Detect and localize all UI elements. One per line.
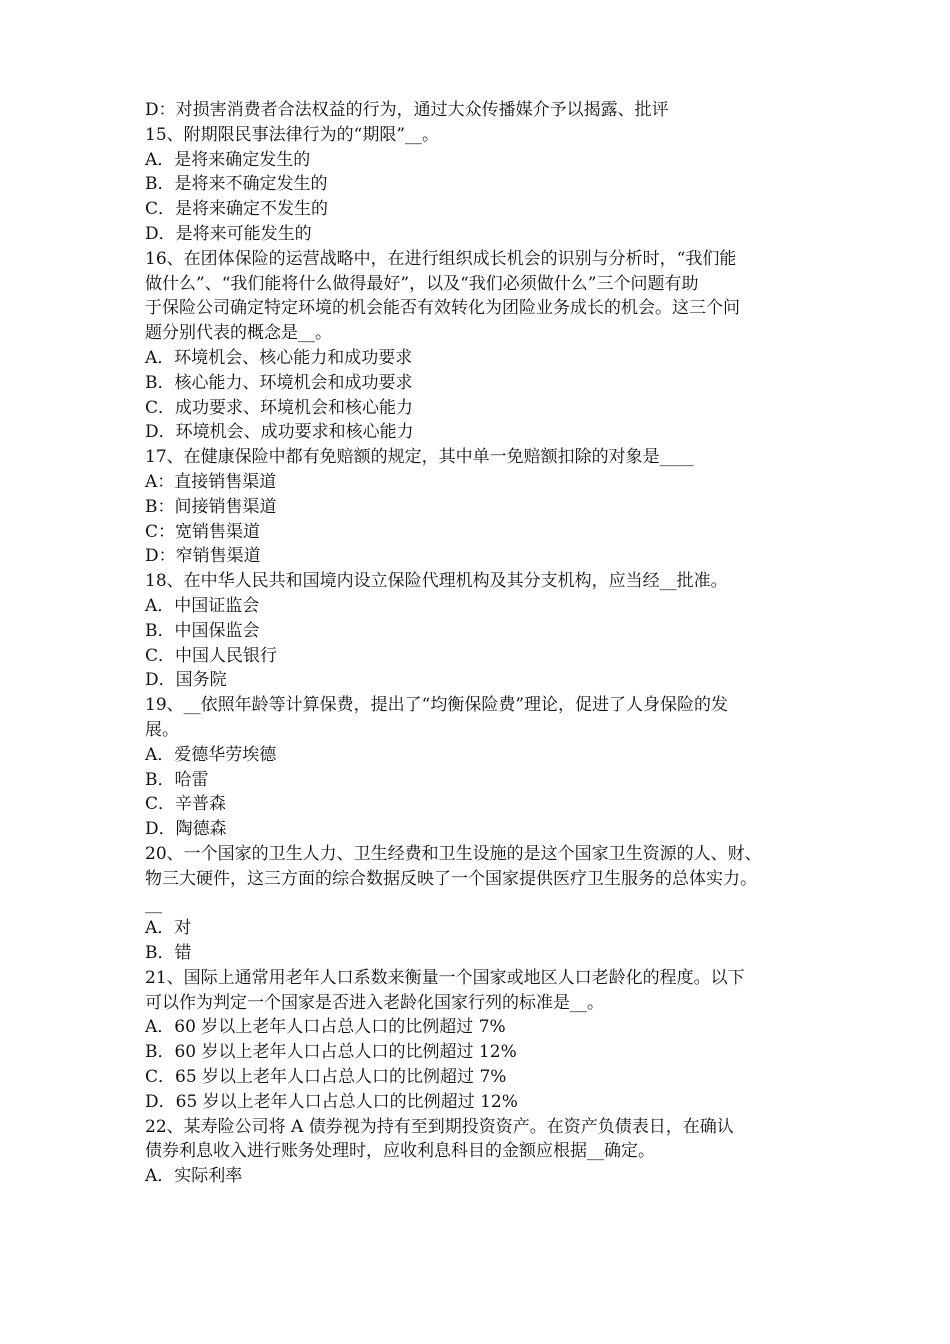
option-line: A．环境机会、核心能力和成功要求 <box>145 347 413 368</box>
option-line: C．成功要求、环境机会和核心能力 <box>145 397 414 418</box>
option-line: B．错 <box>145 943 192 964</box>
text-line: __ <box>145 893 162 914</box>
option-line: B．是将来不确定发生的 <box>145 174 328 195</box>
question-15: 15、附期限民事法律行为的“期限”__。 <box>145 124 440 145</box>
text-line: 题分别代表的概念是__。 <box>145 323 332 344</box>
option-line: D：窄销售渠道 <box>145 546 261 567</box>
option-line: B．60 岁以上老年人口占总人口的比例超过 12% <box>145 1042 517 1063</box>
option-line: B．中国保监会 <box>145 620 260 641</box>
option-line: A．爱德华劳埃德 <box>145 744 277 765</box>
question-16: 16、在团体保险的运营战略中，在进行组织成长机会的识别与分析时，“我们能 <box>145 248 737 269</box>
option-line: D．国务院 <box>145 670 227 691</box>
option-line: A．60 岁以上老年人口占总人口的比例超过 7% <box>145 1017 506 1038</box>
option-line: B：间接销售渠道 <box>145 496 277 517</box>
option-line: D．陶德森 <box>145 819 227 840</box>
text-line: D：对损害消费者合法权益的行为，通过大众传播媒介予以揭露、批评 <box>145 100 669 120</box>
option-line: B．哈雷 <box>145 769 209 790</box>
question-21: 21、国际上通常用老年人口系数来衡量一个国家或地区人口老龄化的程度。以下 <box>145 967 745 988</box>
option-line: A．中国证监会 <box>145 595 260 616</box>
document-body <box>145 98 825 1189</box>
option-line: C．65 岁以上老年人口占总人口的比例超过 7% <box>145 1067 507 1088</box>
option-line: C：宽销售渠道 <box>145 521 261 542</box>
text-line: 于保险公司确定特定环境的机会能否有效转化为团险业务成长的机会。这三个问 <box>145 298 740 319</box>
option-line: A．对 <box>145 918 192 939</box>
option-line: A．实际利率 <box>145 1166 243 1187</box>
question-20: 20、一个国家的卫生人力、卫生经费和卫生设施的是这个国家卫生资源的人、财、 <box>145 843 762 864</box>
question-19: 19、__依照年龄等计算保费，提出了“均衡保险费”理论，促进了人身保险的发 <box>145 695 729 716</box>
option-line: C．是将来确定不发生的 <box>145 199 329 220</box>
option-line: D．65 岁以上老年人口占总人口的比例超过 12% <box>145 1091 518 1112</box>
question-18: 18、在中华人民共和国境内设立保险代理机构及其分支机构，应当经__批准。 <box>145 571 728 592</box>
question-22: 22、某寿险公司将 A 债券视为持有至到期投资资产。在资产负债表日，在确认 <box>145 1116 734 1137</box>
text-line: 可以作为判定一个国家是否进入老龄化国家行列的标准是__。 <box>145 992 604 1013</box>
text-line: 做什么”、“我们能将什么做得最好”，以及“我们必须做什么”三个问题有助 <box>145 273 699 294</box>
option-line: C．辛普森 <box>145 794 227 815</box>
option-line: B．核心能力、环境机会和成功要求 <box>145 372 413 393</box>
text-line: 物三大硬件，这三方面的综合数据反映了一个国家提供医疗卫生服务的总体实力。 <box>145 868 757 889</box>
option-line: A：直接销售渠道 <box>145 471 277 492</box>
text-line: 债券利息收入进行账务处理时，应收利息科目的金额应根据__确定。 <box>145 1141 655 1162</box>
option-line: D．环境机会、成功要求和核心能力 <box>145 422 414 443</box>
option-line: A．是将来确定发生的 <box>145 149 311 170</box>
option-line: C．中国人民银行 <box>145 645 278 666</box>
question-17: 17、在健康保险中都有免赔额的规定，其中单一免赔额扣除的对象是____ <box>145 447 694 468</box>
text-line: 展。 <box>145 719 179 740</box>
option-line: D．是将来可能发生的 <box>145 223 312 244</box>
